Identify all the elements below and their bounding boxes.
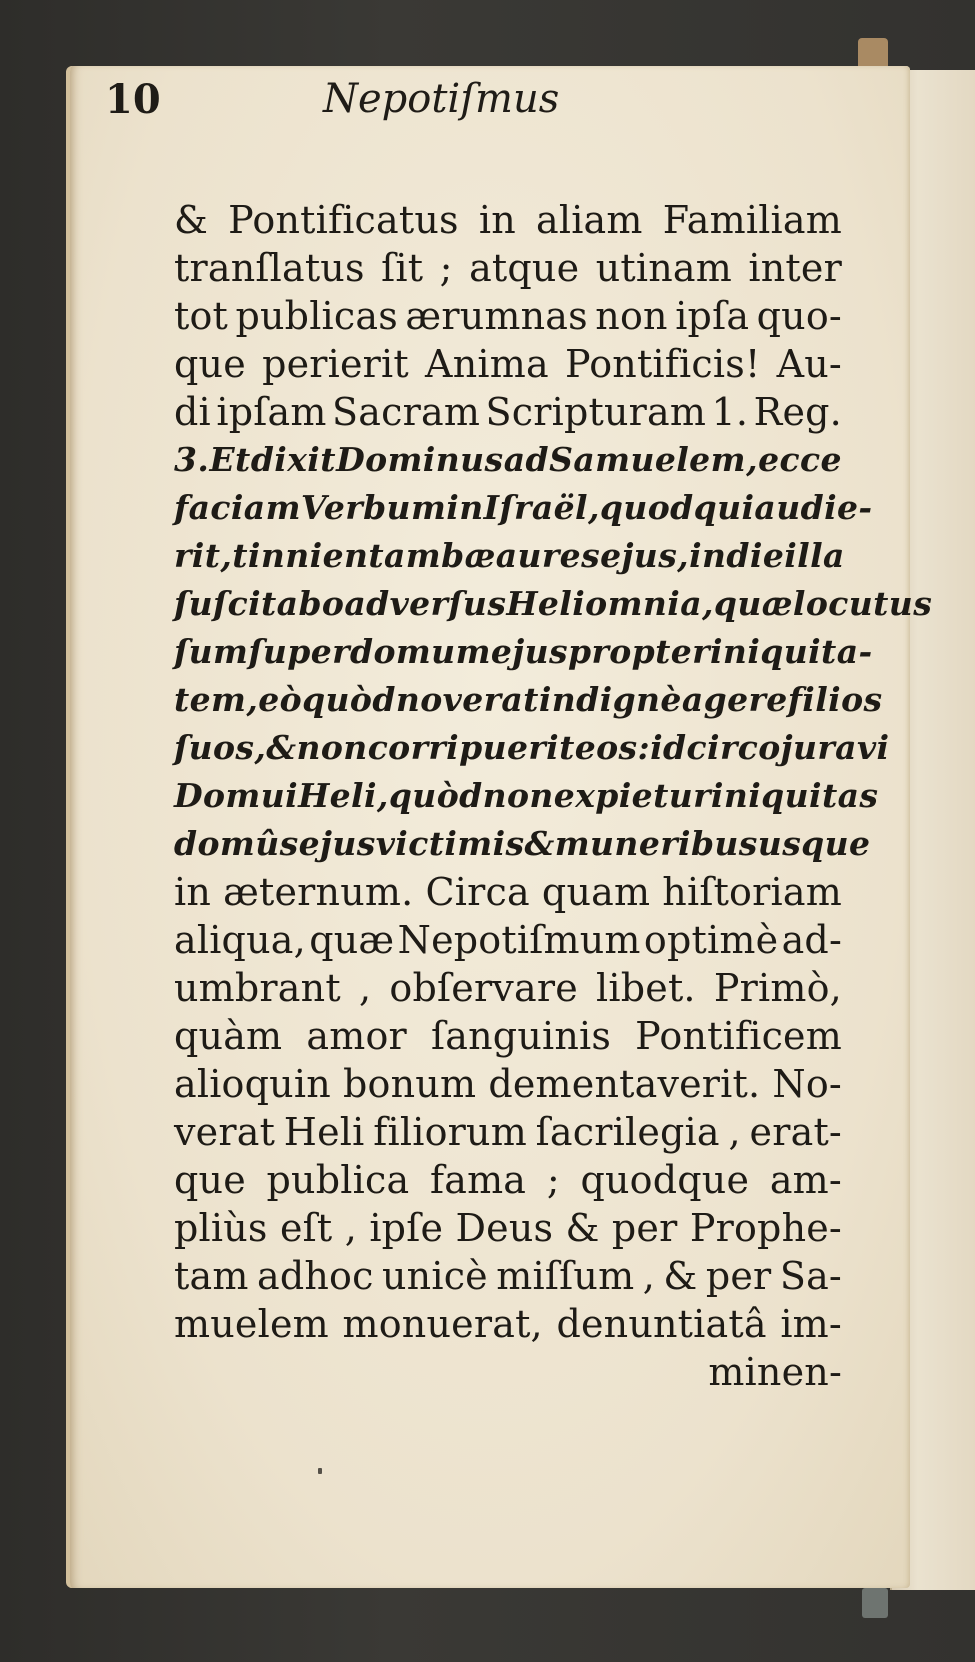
text-word: juravi xyxy=(780,728,890,767)
text-word: Pontificem xyxy=(635,1014,842,1058)
text-word: adhoc xyxy=(256,1254,374,1298)
text-word: dixit xyxy=(250,440,336,479)
text-line xyxy=(174,580,933,628)
text-word: non xyxy=(595,294,668,338)
text-word: & xyxy=(565,1206,600,1250)
text-word: Prophe- xyxy=(689,1206,842,1250)
text-word: Iſraël, xyxy=(483,488,600,527)
text-word: optimè xyxy=(643,918,779,962)
text-word: , xyxy=(246,680,259,719)
text-word: in xyxy=(689,536,727,575)
text-word: inter xyxy=(748,246,842,290)
text-word: Deus xyxy=(455,1206,554,1250)
text-word: & xyxy=(663,1254,698,1298)
text-word: per xyxy=(705,1254,772,1298)
text-word: , xyxy=(677,536,690,575)
text-word: fama xyxy=(429,1158,527,1202)
text-word: ipſe xyxy=(369,1206,444,1250)
text-word: Dominus xyxy=(336,440,504,479)
text-word: alioquin xyxy=(174,1062,331,1106)
text-word: perierit xyxy=(262,342,409,386)
text-word: ſacrilegia xyxy=(535,1110,720,1154)
text-word: æternum. xyxy=(223,870,414,914)
text-word: ſanguinis xyxy=(431,1014,612,1058)
text-word: ecce xyxy=(758,440,842,479)
text-word: die xyxy=(726,536,785,575)
text-line xyxy=(174,1108,842,1156)
text-word: 1. xyxy=(711,390,749,434)
text-word: faciam xyxy=(174,488,301,527)
text-word: ad- xyxy=(781,918,842,962)
text-word: agere xyxy=(681,680,788,719)
text-word: Scripturam xyxy=(485,390,707,434)
text-word: qui xyxy=(693,488,755,527)
text-word: Heli xyxy=(283,1110,365,1154)
text-word: Au- xyxy=(776,342,842,386)
text-word: muelem xyxy=(174,1302,329,1346)
text-word: & xyxy=(174,198,209,242)
text-word: & xyxy=(524,824,555,863)
text-word: domum xyxy=(349,632,491,671)
text-word: ambæ xyxy=(384,536,496,575)
text-word: aliqua, xyxy=(174,918,306,962)
text-word: atque xyxy=(469,246,580,290)
text-line xyxy=(174,1012,842,1060)
text-word: locutus xyxy=(792,584,933,623)
text-word: Pontificis! xyxy=(564,342,761,386)
text-line xyxy=(174,436,842,484)
text-word: idcirco xyxy=(650,728,781,767)
text-line xyxy=(174,1252,842,1300)
text-word: rit, xyxy=(174,536,233,575)
text-word: illa xyxy=(784,536,845,575)
text-word: am- xyxy=(769,1158,842,1202)
text-line xyxy=(174,724,890,772)
text-word: quod xyxy=(599,488,694,527)
page-tab-bottom xyxy=(862,1588,888,1618)
running-title: Nepotiſmus xyxy=(323,76,560,122)
text-word: usque xyxy=(757,824,871,863)
text-line xyxy=(174,292,842,340)
text-word: in xyxy=(478,198,516,242)
text-word: bonum xyxy=(343,1062,477,1106)
text-word: ipſa xyxy=(675,294,750,338)
text-word: Familiam xyxy=(662,198,842,242)
text-word: ; xyxy=(546,1158,560,1202)
text-word: tot xyxy=(174,294,229,338)
text-word: denuntiatâ xyxy=(556,1302,767,1346)
text-word: muneribus xyxy=(554,824,758,863)
text-word: amor xyxy=(306,1014,407,1058)
text-word: quàm xyxy=(174,1014,283,1058)
text-word: Samuelem xyxy=(549,440,746,479)
text-word: ſuper xyxy=(248,632,350,671)
text-line xyxy=(174,628,873,676)
text-word: umbrant xyxy=(174,966,341,1010)
page-number: 10 xyxy=(105,76,161,123)
text-word: tranſlatus xyxy=(174,246,365,290)
text-word: quæ xyxy=(713,584,793,623)
text-word: 3. xyxy=(174,440,210,479)
text-word: eos xyxy=(574,728,638,767)
text-word: , xyxy=(702,584,714,623)
text-word: que xyxy=(174,342,246,386)
text-word: propter xyxy=(568,632,710,671)
text-word: , xyxy=(746,440,758,479)
text-word: miſſum xyxy=(496,1254,635,1298)
text-word: Sa- xyxy=(779,1254,842,1298)
text-word: victimis xyxy=(375,824,525,863)
text-word: publica xyxy=(266,1158,410,1202)
ink-speck xyxy=(318,1468,322,1474)
text-word: tem xyxy=(174,680,247,719)
text-word: omnia xyxy=(585,584,703,623)
text-word: non xyxy=(296,728,368,767)
text-word: Et xyxy=(209,440,251,479)
text-word: eò xyxy=(258,680,303,719)
text-word: , xyxy=(642,1254,655,1298)
text-word: non xyxy=(482,776,554,815)
text-word: audie- xyxy=(754,488,873,527)
text-word: Heli xyxy=(506,584,586,623)
text-word: obſervare xyxy=(389,966,578,1010)
text-word: ſuos, xyxy=(174,728,267,767)
text-word: ejus xyxy=(490,632,568,671)
text-word: Domui xyxy=(174,776,299,815)
text-word: Sacram xyxy=(332,390,481,434)
text-word: ad xyxy=(503,440,549,479)
text-word: quam xyxy=(541,870,651,914)
text-word: que xyxy=(174,1158,246,1202)
text-word: & xyxy=(266,728,297,767)
text-word: ; xyxy=(439,246,453,290)
text-word: im- xyxy=(780,1302,842,1346)
text-word: publicas xyxy=(235,294,398,338)
text-word: eſt xyxy=(279,1206,333,1250)
text-word: , xyxy=(358,966,372,1010)
text-word: Anima xyxy=(425,342,549,386)
text-word: quæ xyxy=(309,918,395,962)
text-line xyxy=(174,340,842,388)
text-word: Nepotiſmum xyxy=(397,918,641,962)
text-word: iniquitas xyxy=(710,776,879,815)
text-word: ſuſcitabo xyxy=(174,584,345,623)
text-word: dementaverit. xyxy=(488,1062,761,1106)
text-line xyxy=(174,868,842,916)
text-word: , xyxy=(728,1110,741,1154)
text-word: ærumnas xyxy=(405,294,588,338)
text-word: in xyxy=(174,870,212,914)
text-word: quòd xyxy=(302,680,396,719)
text-word: verat xyxy=(174,1110,276,1154)
text-word: Heli, xyxy=(298,776,389,815)
text-word: quo- xyxy=(756,294,842,338)
text-line xyxy=(174,196,842,244)
text-line xyxy=(174,772,879,820)
text-line xyxy=(174,388,842,436)
text-word: aliam xyxy=(536,198,643,242)
text-line xyxy=(174,1204,842,1252)
text-word: utinam xyxy=(595,246,732,290)
text-line xyxy=(174,1300,842,1348)
text-line xyxy=(174,676,883,724)
text-word: di xyxy=(174,390,211,434)
text-word: ejus xyxy=(600,536,678,575)
text-word: ſit xyxy=(381,246,424,290)
text-word: No- xyxy=(772,1062,842,1106)
text-word: noverat xyxy=(395,680,539,719)
text-word: quodque xyxy=(580,1158,750,1202)
text-word: quòd xyxy=(388,776,483,815)
text-word: indignè xyxy=(538,680,682,719)
text-line xyxy=(174,964,842,1012)
text-word: tam xyxy=(174,1254,249,1298)
text-word: filiorum xyxy=(373,1110,527,1154)
text-word: expietur xyxy=(553,776,711,815)
text-word: , xyxy=(344,1206,357,1250)
text-word: in xyxy=(446,488,484,527)
text-word: ejus xyxy=(298,824,376,863)
text-word: Verbum xyxy=(300,488,447,527)
text-word: corripuerit xyxy=(367,728,575,767)
text-word: Reg. xyxy=(753,390,842,434)
text-word: ipſam xyxy=(216,390,327,434)
text-line xyxy=(174,244,842,292)
text-word: iniquita- xyxy=(709,632,873,671)
text-word: hiſtoriam xyxy=(662,870,842,914)
text-word: Pontificatus xyxy=(228,198,459,242)
text-line xyxy=(174,1156,842,1204)
text-word: pliùs xyxy=(174,1206,268,1250)
text-line xyxy=(174,532,845,580)
text-word: monuerat, xyxy=(342,1302,543,1346)
text-word: per xyxy=(611,1206,678,1250)
text-word: filios xyxy=(787,680,883,719)
text-word: libet. xyxy=(596,966,696,1010)
text-word: adverſus xyxy=(344,584,507,623)
text-word: Circa xyxy=(425,870,530,914)
text-word: ſum xyxy=(174,632,249,671)
text-word: domûs xyxy=(174,824,299,863)
text-line xyxy=(174,1348,842,1396)
text-word: tinnient xyxy=(232,536,384,575)
text-word: Primò, xyxy=(713,966,842,1010)
text-word: : xyxy=(637,728,651,767)
text-line xyxy=(174,1060,842,1108)
body-text xyxy=(174,196,933,1396)
text-line xyxy=(174,916,842,964)
text-line xyxy=(174,484,873,532)
text-word: minen- xyxy=(708,1350,842,1394)
text-line xyxy=(174,820,871,868)
text-word: erat- xyxy=(749,1110,842,1154)
text-word: aures xyxy=(495,536,601,575)
page-header xyxy=(105,66,665,136)
text-word: unicè xyxy=(382,1254,488,1298)
